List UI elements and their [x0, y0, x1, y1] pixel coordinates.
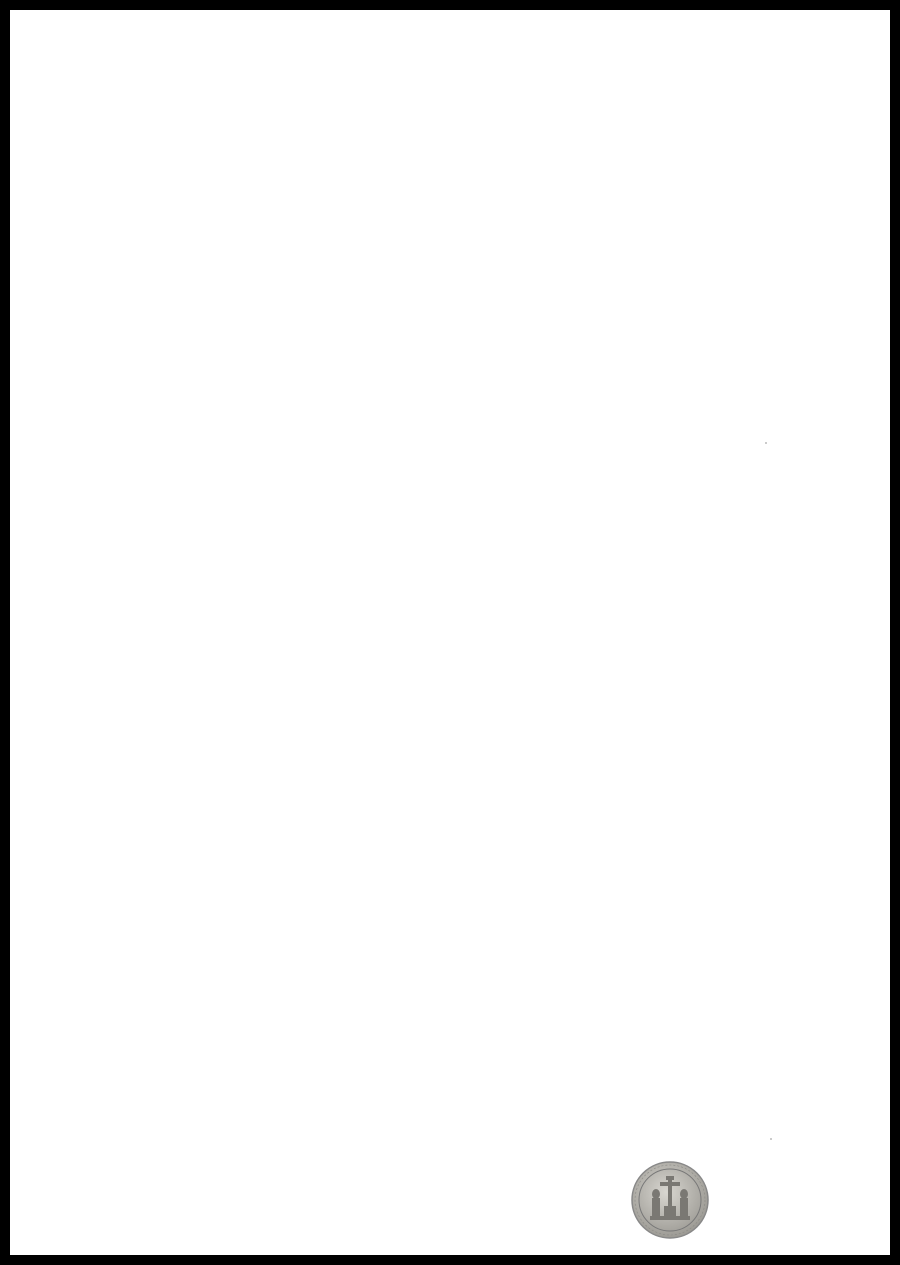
speck — [765, 442, 767, 444]
document-page — [10, 10, 890, 1255]
seal-icon — [630, 1160, 710, 1240]
speck — [770, 1138, 772, 1140]
upstalsboom-logo — [630, 1160, 882, 1240]
